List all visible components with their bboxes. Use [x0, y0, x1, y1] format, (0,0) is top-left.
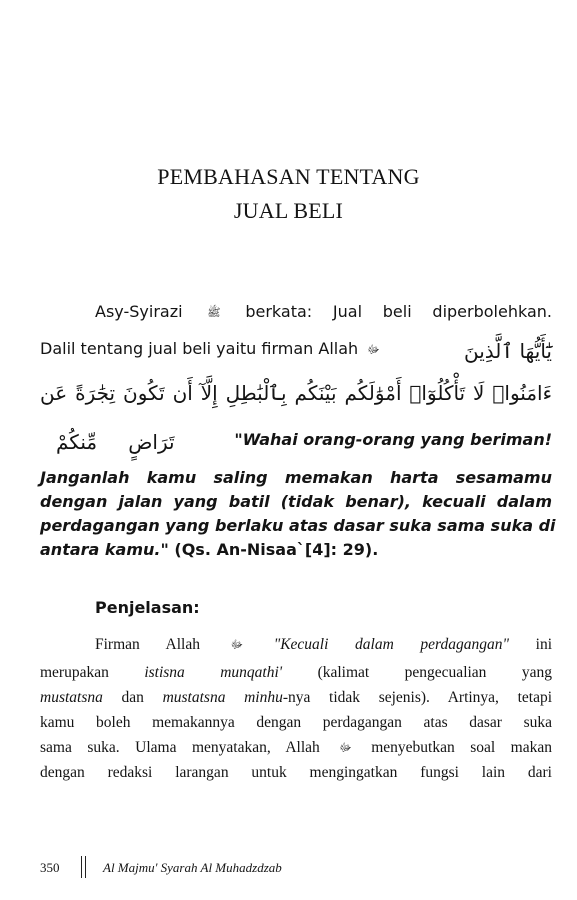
- body-text: sama suka. Ulama menyatakan, Allah: [40, 739, 320, 756]
- body-text: Firman Allah: [95, 636, 200, 653]
- translation-line-7: perdagangan yang berlaku atas dasar suka sama suka di: [40, 516, 556, 535]
- body-text: dan: [121, 689, 144, 706]
- term-text: mustatsna minhu: [162, 689, 283, 706]
- page-title: [0, 160, 577, 228]
- honorific-glyph: ﷻ: [367, 343, 380, 356]
- arabic-verse-end: مِّنكُمْ: [56, 430, 98, 454]
- page-number: 350: [40, 860, 60, 875]
- honorific-glyph: ﷻ: [230, 638, 244, 651]
- translation-line-5: Janganlah kamu saling memakan harta sesamamu: [40, 468, 552, 487]
- term-text: mustatsna: [40, 689, 103, 706]
- arabic-verse-start: يَٰٓأَيُّهَا ٱلَّذِينَ: [464, 339, 552, 363]
- explanation-line-5: [40, 735, 552, 760]
- honorific-glyph: ﷺ: [207, 306, 221, 319]
- explanation-line-2: [40, 660, 552, 685]
- verse-citation: (Qs. An-Nisaa`[4]: 29).: [174, 540, 379, 559]
- translation-line-8: [40, 538, 552, 562]
- author-name: Asy-Syirazi: [95, 302, 183, 321]
- translation-line-6: dengan jalan yang batil (tidak benar), kecuali dalam: [40, 492, 552, 511]
- honorific-glyph: ﷻ: [339, 741, 352, 754]
- page-footer: [40, 856, 282, 878]
- title-line-2: JUAL BELI: [233, 198, 344, 223]
- explanation-line-3: [40, 685, 552, 710]
- body-text: (kalimat pengecualian yang: [317, 664, 553, 681]
- section-heading: Penjelasan:: [95, 598, 200, 617]
- arabic-verse-line: ءَامَنُوا۟ لَا تَأْكُلُوٓا۟ أَمْوَٰلَكُم بَيْنَكُم بِٱلْبَٰطِلِ إِلَّآ أَن تَكُونَ تِجَٰرَةً عَن: [40, 381, 552, 405]
- translation-text: "Wahai orang-orang yang beriman!: [234, 430, 552, 449]
- intro-line-4: [40, 428, 552, 456]
- title-line-1: PEMBAHASAN TENTANG: [157, 164, 420, 189]
- intro-text: Dalil tentang jual beli yaitu firman Allah: [40, 339, 359, 358]
- body-text: menyebutkan soal makan: [371, 739, 552, 756]
- body-text: ini: [535, 636, 553, 653]
- body-text: merupakan: [40, 664, 109, 681]
- explanation-line-6: dengan redaksi larangan untuk mengingatkan fungsi lain dari: [40, 764, 552, 781]
- arabic-verse-word: تَرَاضٍ: [128, 430, 175, 454]
- body-text: -nya tidak sejenis). Artinya, tetapi: [282, 689, 553, 706]
- translation-text: antara kamu.": [40, 540, 169, 559]
- explanation-line-4: kamu boleh memakannya dengan perdagangan atas dasar suka: [40, 714, 552, 731]
- footer-divider: [81, 856, 86, 878]
- explanation-line-1: [95, 632, 552, 657]
- quoted-text: "Kecuali dalam perdagangan": [273, 636, 510, 653]
- intro-text: berkata: Jual beli diperbolehkan.: [245, 302, 552, 321]
- intro-line-2: [40, 337, 552, 365]
- term-text: istisna munqathi': [144, 664, 283, 681]
- intro-line-1: [95, 300, 552, 324]
- book-title: Al Majmu' Syarah Al Muhadzdzab: [103, 860, 282, 875]
